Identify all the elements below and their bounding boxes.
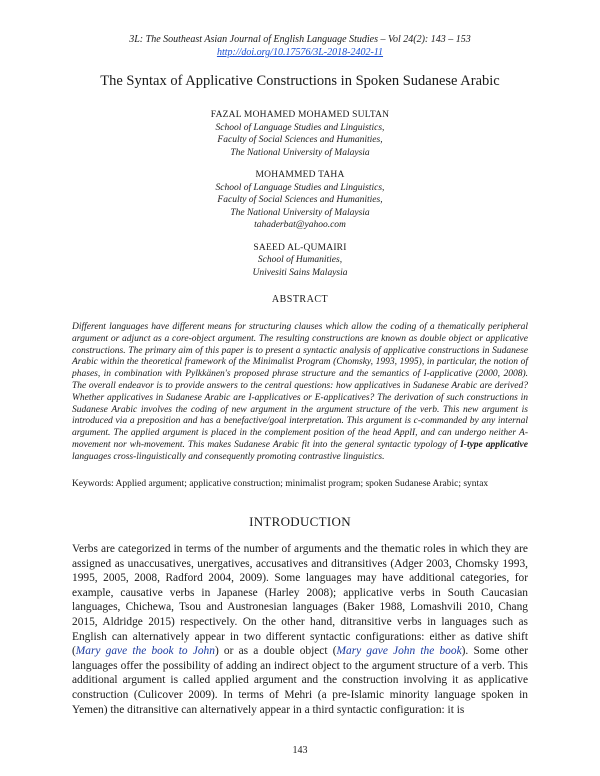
author-affiliation: Faculty of Social Sciences and Humanities, xyxy=(217,135,383,145)
author-block xyxy=(0,242,600,280)
author-name: SAEED AL-QUMAIRI xyxy=(253,242,347,253)
author-affiliation: School of Humanities, xyxy=(257,255,343,265)
abstract-body: Different languages have different means for structuring clauses which allow the coding of a thematically peripheral argument or adjunct as a core-object argument. The resulting constructions are known as double object or applicative constructions. The primary aim of this paper is to present a syntactic analysis of applicative constructions in Sudanese Arabic within the theoretical framework of the Minimalist Program (Chomsky, 1993, 1995), in particular, the notion of phases, in combination with Pylkkänen's proposed phrase structure and the semantics of I-applicative (2000, 2008). The overall endeavor is to provide answers to the central questions: how applicatives in Sudanese Arabic are derived? Whether applicatives in Sudanese Arabic are I-applicatives or E-applicatives? The derivation of such constructions in Sudanese Arabic involves the coding of new argument in the argument structure of the verb. This new argument is introduced via a preposition and has a benefactive/goal interpretation. This argument is c-commanded by any internal argument. The applied argument is placed in the complement position of the head ApplI, and can undergo neither A-movement nor wh-movement. This makes Sudanese Arabic fit into the general syntactic typology of xyxy=(72,322,528,450)
author-affiliation: Univesiti Sains Malaysia xyxy=(252,267,348,278)
paper-title: The Syntax of Applicative Constructions in Spoken Sudanese Arabic xyxy=(100,73,500,89)
introduction-paragraph xyxy=(72,542,528,717)
keywords: Keywords: Applied argument; applicative construction; minimalist program; spoken Sudanese Arabic; syntax xyxy=(72,479,489,489)
author-block xyxy=(0,169,600,232)
author-name: FAZAL MOHAMED MOHAMED SULTAN xyxy=(210,110,390,120)
example-sentence: Mary gave the book to John xyxy=(75,645,215,658)
doi-link[interactable]: http://doi.org/10.17576/3L-2018-2402-11 xyxy=(216,47,384,58)
author-affiliation: Faculty of Social Sciences and Humanities, xyxy=(217,195,383,205)
author-email[interactable]: tahaderbat@yahoo.com xyxy=(254,220,346,230)
author-block xyxy=(0,109,600,159)
author-affiliation: The National University of Malaysia xyxy=(230,147,370,158)
paragraph-text: ) or as a double object ( xyxy=(214,645,337,658)
author-list xyxy=(0,109,600,289)
example-sentence: Mary gave John the book xyxy=(336,645,462,658)
page-number: 143 xyxy=(292,745,308,756)
abstract-body-end: languages cross-linguistically and consequently promoting contrastive linguistics. xyxy=(72,451,385,462)
abstract-emphasis: I-type applicative xyxy=(460,439,528,450)
author-affiliation: School of Language Studies and Linguistics, xyxy=(215,182,385,193)
author-name: MOHAMMED TAHA xyxy=(255,170,345,180)
author-affiliation: The National University of Malaysia xyxy=(230,207,370,218)
paragraph-text: Verbs are categorized in terms of the number of arguments and the thematic roles in which they are assigned as unaccusatives, unergatives, accusatives and ditransitives (Adger 2003, Chomsky 1993, 1995, 2005, 2008, Radford 2004, 2009). Some languages may have additional categories, for example, causative verbs in Japanese (Harley 2008); applicative verbs in South Caucasian languages, Chichewa, Tsou and Austronesian languages (Baker 1988, Lomashvili 2010, Chang 2015, Aldridge 2015) respectively. On the other hand, ditransitive verbs in languages such as English can alternatively appear in two different syntactic configurations: either as dative shift ( xyxy=(72,543,528,658)
journal-header xyxy=(0,33,600,59)
paragraph-text: ). Some other languages offer the possibility of adding an indirect object to the argument structure of a verb. This additional argument is called applied argument and the construction involving it as applicative construction (Culicover 2009). In terms of Mehri (a pre-Islamic minority language spoken in Yemen) the ditransitive can alternatively appear in a third syntactic configuration: it is xyxy=(72,645,528,716)
section-heading-introduction: INTRODUCTION xyxy=(249,514,351,529)
abstract-heading: ABSTRACT xyxy=(271,294,329,305)
journal-citation: 3L: The Southeast Asian Journal of English Language Studies – Vol 24(2): 143 – 153 xyxy=(129,34,471,45)
abstract-text xyxy=(72,322,528,464)
author-affiliation: School of Language Studies and Linguistics, xyxy=(215,122,385,133)
